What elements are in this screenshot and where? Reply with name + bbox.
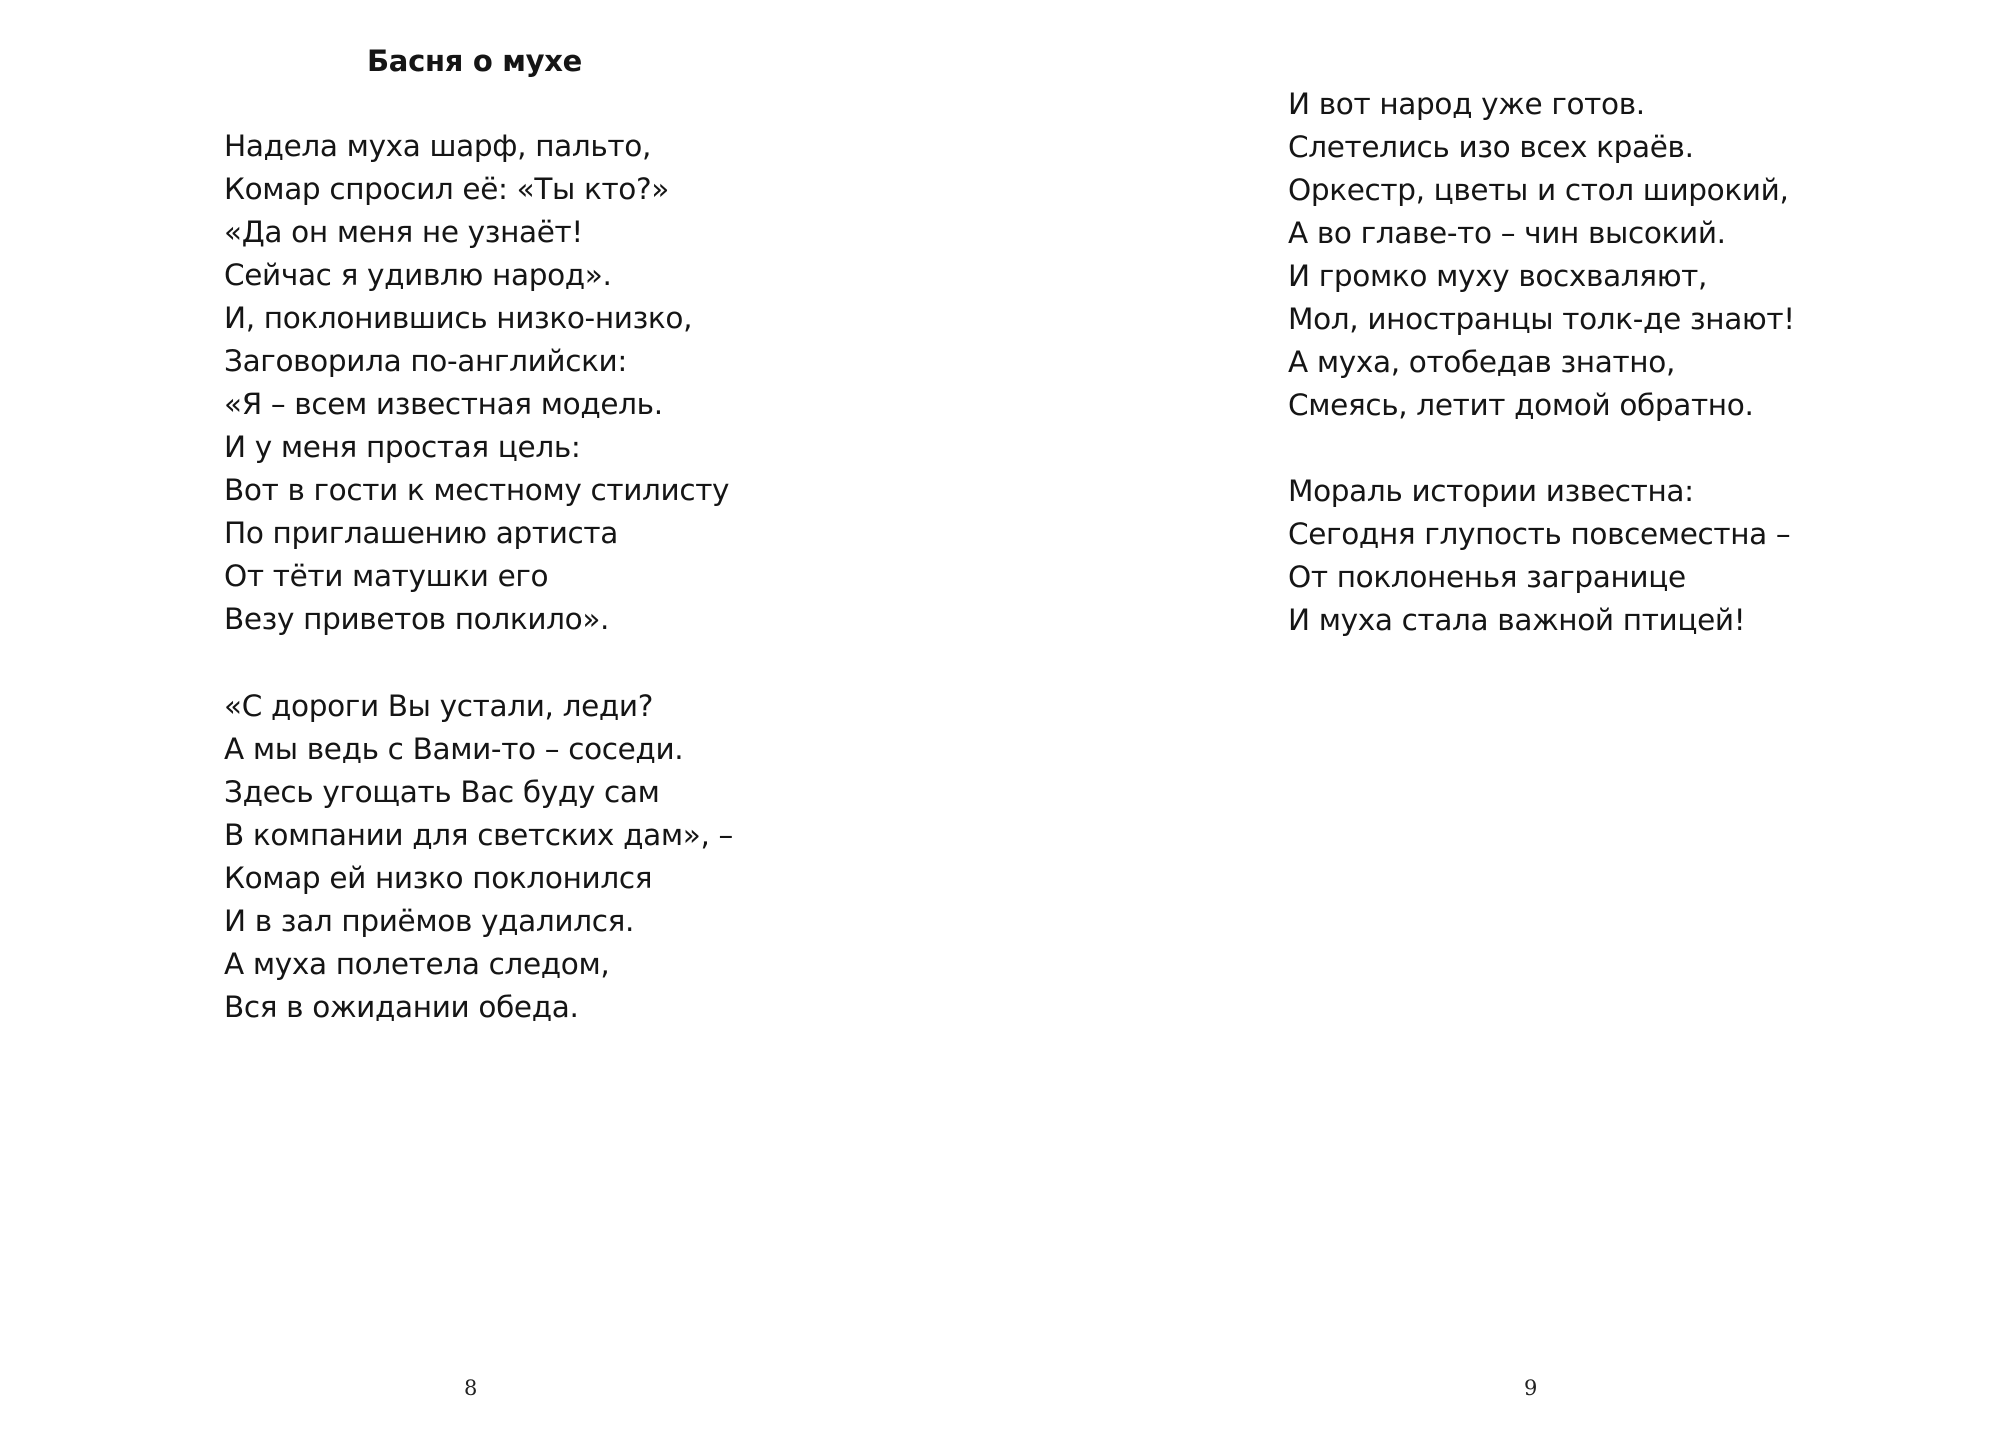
poem-line: А мы ведь с Вами-то – соседи. (224, 732, 684, 766)
poem-line: А муха полетела следом, (224, 947, 610, 981)
right-page (1000, 0, 2000, 1450)
poem-line: Оркестр, цветы и стол широкий, (1288, 173, 1789, 207)
stanza-2 (224, 685, 733, 1029)
poem-line: И в зал приёмов удалился. (224, 904, 635, 938)
poem-line: Слетелись изо всех краёв. (1288, 130, 1694, 164)
poem-line: Надела муха шарф, пальто, (224, 129, 651, 163)
poem-line: Мораль истории известна: (1288, 474, 1694, 508)
poem-line: Смеясь, летит домой обратно. (1288, 388, 1754, 422)
poem-line: И муха стала важной птицей! (1288, 603, 1746, 637)
poem-line: От поклоненья загранице (1288, 560, 1686, 594)
stanza-3 (1288, 83, 1795, 427)
poem-line: Заговорила по-английски: (224, 344, 627, 378)
poem-line: В компании для светских дам», – (224, 818, 733, 852)
poem-line: «Я – всем известная модель. (224, 387, 663, 421)
stanza-1 (224, 125, 729, 641)
poem-line: А муха, отобедав знатно, (1288, 345, 1675, 379)
poem-line: И громко муху восхваляют, (1288, 259, 1708, 293)
poem-line: Везу приветов полкило». (224, 602, 610, 636)
poem-line: И вот народ уже готов. (1288, 87, 1645, 121)
poem-line: Здесь угощать Вас буду сам (224, 775, 660, 809)
poem-line: От тёти матушки его (224, 559, 549, 593)
page-number-right: 9 (1524, 1376, 1538, 1400)
poem-line: Вся в ожидании обеда. (224, 990, 579, 1024)
poem-title: Басня о мухе (367, 44, 583, 78)
poem-line: По приглашению артиста (224, 516, 618, 550)
poem-line: А во главе-то – чин высокий. (1288, 216, 1726, 250)
poem-line: «Да он меня не узнаёт! (224, 215, 583, 249)
poem-line: Комар спросил её: «Ты кто?» (224, 172, 669, 206)
poem-line: Комар ей низко поклонился (224, 861, 653, 895)
poem-line: И у меня простая цель: (224, 430, 581, 464)
poem-line: И, поклонившись низко-низко, (224, 301, 693, 335)
poem-line: Вот в гости к местному стилисту (224, 473, 730, 507)
poem-line: Сейчас я удивлю народ». (224, 258, 612, 292)
poem-line: «С дороги Вы устали, леди? (224, 689, 654, 723)
stanza-4 (1288, 470, 1790, 642)
poem-line: Мол, иностранцы толк-де знают! (1288, 302, 1795, 336)
page-number-left: 8 (464, 1376, 478, 1400)
poem-line: Сегодня глупость повсеместна – (1288, 517, 1791, 551)
